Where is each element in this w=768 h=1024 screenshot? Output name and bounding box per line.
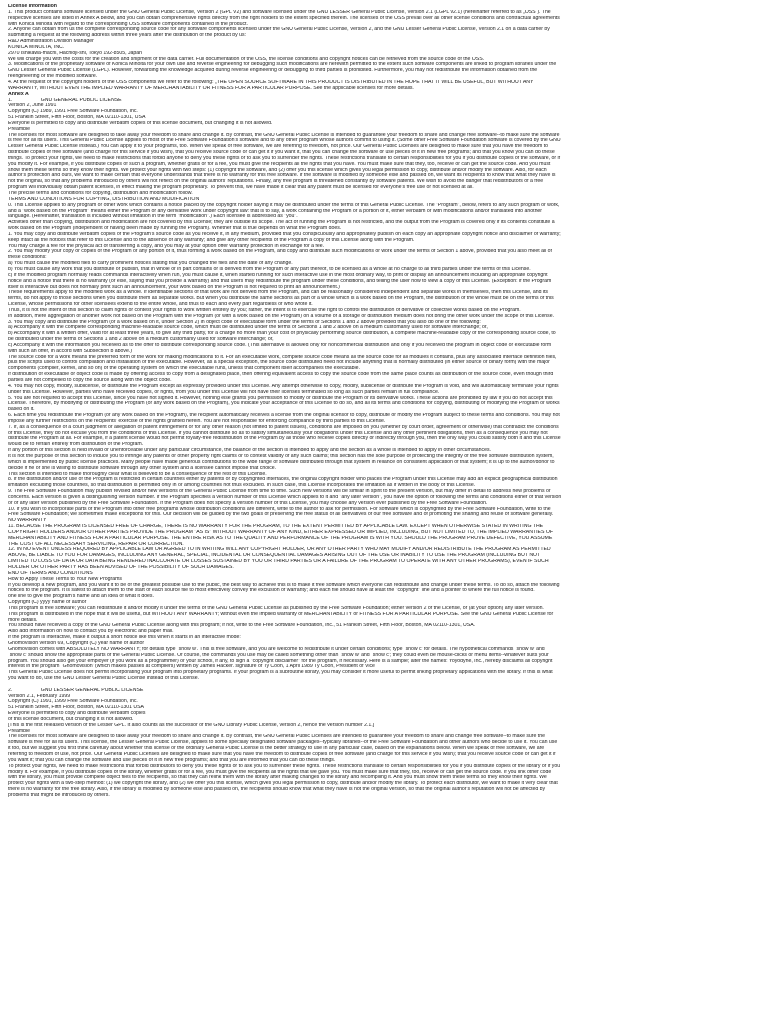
text-line: If distribution of executable or object code is made by offering access to copy from a designated place, then offering equivalent access to copy the source code from the same place counts as distribution of the source code, even though third <box>8 372 554 378</box>
text-line: respective licenses are listed in Annex A below, and you can obtain comprehensive rights directly from the right holders to the extent specified therein. The licenses of the OSS prevail over all other license conditions and contractual agreements <box>8 15 560 21</box>
text-line: 1. This product contains software licensed under the GNU General Public License, Version 2 (GPL V2) and software licensed under the GNU LESSER General Public License, Version 2.1 (LGPL v2.1) (hereinafter referred to as „OSS“). The <box>8 9 551 15</box>
text-line: Also add information on how to contact you by electronic and paper mail. <box>8 629 174 635</box>
text-line: GNU Lesser General Public License (LGPL). However, forwarding the knowledge acquired during reverse engineering or debugging to third parties is prohibited. Furthermore, you may not redistribute the information obtained from the <box>8 68 538 74</box>
text-line: `show c' should show the appropriate parts of the General Public License. Of course, the commands you use may be called something other than `show w' and `show c'; they could even be mouse-clicks or menu items--whatever suits your <box>8 652 549 658</box>
text-line: Gnomovision comes with ABSOLUTELY NO WARRANTY; for details type `show w'. This is free software, and you are welcome to redistribute it under certain conditions; type `show c' for details. The hypothetical commands `show w' and <box>8 646 545 652</box>
text-line: protect your rights with a two-step method: (1) we copyright the library, and (2) we offer you this license, which gives you legal permission to copy, distribute and/or modify the library. To protect each distributor, we want to make it very clear that <box>8 781 558 787</box>
text-line: c) If the modified program normally reads commands interactively when run, you must cause it, when started running for such interactive use in the most ordinary way, to print or display an announcement including an appropriate copyright <box>8 272 548 278</box>
text-line: Free Software Foundation; we sometimes make exceptions for this. Our decision will be guided by the two goals of preserving the free status of all derivatives of our free software and of promoting the sharing and reuse of software generally. <box>8 512 554 518</box>
text-line: based on it. <box>8 407 35 413</box>
text-line: interest in the program `Gnomovision' (which makes passes at compilers) written by James Hacker. signature of Ty Coon, 1 April 1989 Ty Coon, President of Vice <box>8 664 375 670</box>
text-line: decide if he or she is willing to distribute software through any other system and a licensee cannot impose that choice. <box>8 465 277 471</box>
text-line: Everyone is permitted to copy and distribute verbatim copies of this license document, but changing it is not allowed. <box>8 120 273 126</box>
text-line: HOLDER OR OTHER PARTY HAS BEEN ADVISED OF THE POSSIBILITY OF SUCH DAMAGES. <box>8 565 234 570</box>
text-line: R&D Administration Division Manager <box>8 39 94 45</box>
text-line: program will individually obtain patent licenses, in effect making the program proprietary. To prevent this, we have made it clear that any patent must be licensed for everyone's free use or not licensed at all. <box>8 185 474 191</box>
text-line: If you develop a new program, and you want it to be of the greatest possible use to the public, the best way to achieve this is to make it free software which everyone can redistribute and change under these terms. To do so, attach the following <box>8 582 560 588</box>
text-line: These requirements apply to the modified work as a whole. If identifiable sections of that work are not derived from the Program, and can be reasonably considered independent and separate works in themselves, then this License, and its <box>8 290 549 296</box>
text-line: [This is the first released version of the Lesser GPL. It also counts as the successor of the GNU Library Public License, version 2, hence the version number 2.1.] <box>8 722 375 728</box>
text-line: 10. If you wish to incorporate parts of the Program into other free programs whose distribution conditions are different, write to the author to ask for permission. For software which is copyrighted by the Free Software Foundation, write to the <box>8 506 551 512</box>
text-line: 5. You are not required to accept this License, since you have not signed it. However, nothing else grants you permission to modify or distribute the Program or its derivative works. These actions are prohibited by law if you do not accept this <box>8 395 553 401</box>
text-line: and a "work based on the Program" means either the Program or any derivative work under copyright law: that is to say, a work containing the Program or a portion of it, either verbatim or with modifications and/or translated into another <box>8 208 543 214</box>
text-line: 1. GNU GENERAL PUBLIC LICENSE <box>8 97 122 103</box>
text-line: one line to give the program's name and an idea of what it does. <box>8 594 154 600</box>
text-line: which is implemented by public license practices. Many people have made generous contributions to the wide range of software distributed through that system in reliance on consistent application of that system; it is up to the author/donor to <box>8 459 555 465</box>
text-line: you modify it. For example, if you distribute copies of such a program, whether gratis or for a fee, you must give the recipients all the rights that you have. You must make sure that they, too, receive or can get the source code. And you must <box>8 161 551 167</box>
text-line: be distributed under the terms of Sections 1 and 2 above on a medium customarily used for software interchange; or, <box>8 337 274 343</box>
text-line: 12. IN NO EVENT UNLESS REQUIRED BY APPLICABLE LAW OR AGREED TO IN WRITING WILL ANY COPYRIGHT HOLDER, OR ANY OTHER PARTY WHO MAY MODIFY AND/OR REDISTRIBUTE THE PROGRAM AS PERMITTED <box>8 547 551 553</box>
text-line: b) Accompany it with a written offer, valid for at least three years, to give any third party, for a charge no more than your cost of physically performing source distribution, a complete machine-readable copy of the corresponding source code, to <box>8 331 556 337</box>
text-line: components (compiler, kernel, and so on) of the operating system on which the executable runs, unless that component itself accompanies the executable. <box>8 366 360 372</box>
text-line: concerns. Each version is given a distinguishing version number. If the Program specifies a version number of this License which applies to it and "any later version", you have the option of following the terms and conditions either of that version <box>8 494 562 500</box>
text-line: notices to the program. It is safest to attach them to the start of each source file to most effectively convey the exclusion of warranty; and each file should have at least the "copyright" line and a pointer to where the full notice is found. <box>8 588 535 594</box>
text-line: 2. Anyone can obtain from us the complete corresponding source code for any software components licensed under the GNU General Public License, Version 2, and the GNU Lesser General Public License, Version 2.1 on a data carrier by <box>8 27 550 33</box>
text-line: more details. <box>8 617 38 623</box>
text-line: referring to freedom of use, not price. Our General Public Licenses are designed to make sure that you have the freedom to distribute copies of free software (and charge for this service if you wish); that you receive source code or can get it if <box>8 752 556 757</box>
text-line: under this License. However, parties who have received copies, or rights, from you under this License will not have their licenses terminated so long as such parties remain in full compliance. <box>8 389 440 395</box>
text-line: Everyone is permitted to copy and distribute verbatim copies <box>8 711 146 717</box>
text-line: MERCHANTABILITY AND FITNESS FOR A PARTICULAR PURPOSE. THE ENTIRE RISK AS TO THE QUALITY AND PERFORMANCE OF THE PROGRAM IS WITH YOU. SHOULD THE PROGRAM PROVE DEFECTIVE, YOU ASSUME <box>8 535 553 541</box>
text-line: This program is free software; you can redistribute it and/or modify it under the terms of the GNU General Public License as published by the Free Software Foundation; either version 2 of the License, or (at your option) any later version. <box>8 605 544 611</box>
section-heading: Annex A <box>8 91 29 97</box>
text-line: show them these terms so they know their rights. We protect your rights with two steps: (1) copyright the software, and (2) offer you this license which gives you legal permission to copy, distribute and/or modify the software. Also, for each <box>8 167 547 173</box>
text-line: problems that might be introduced by others. <box>8 792 110 798</box>
text-line: The licenses for most software are designed to take away your freedom to share and change it. By contrast, the GNU General Public Licenses are intended to guarantee your freedom to share and change free software--to make sure the <box>8 734 545 740</box>
text-line: 0. This License applies to any program or other work which contains a notice placed by the copyright holder saying it may be distributed under the terms of this General Public License. The "Program", below, refers to any such program or work, <box>8 202 560 208</box>
text-line: Version 2, June 1991 <box>8 103 57 109</box>
text-line: terms, do not apply to those sections when you distribute them as separate works. But when you distribute the same sections as part of a whole which is a work based on the Program, the distribution of the whole must be on the terms of this <box>8 296 554 302</box>
text-line: reengineering or the modified software. <box>8 74 98 80</box>
text-line: Lesser General Public License instead.) You can apply it to your programs, too. When we speak of free software, we are referring to freedom, not price. Our General Public Licenses are designed to make sure that you have the freedom to <box>8 144 549 150</box>
text-line: If any portion of this section is held invalid or unenforceable under any particular circumstance, the balance of the section is intended to apply and the section as a whole is intended to apply in other circumstances. <box>8 448 491 454</box>
text-line: KONICA MINOLTA, INC. <box>8 44 65 50</box>
text-line: with the library, you must provide complete object files to the recipients, so that they can relink them with the library after making changes to the library and recompiling it. And you must show them these terms so they know their rights. We <box>8 775 547 781</box>
text-line: Preamble <box>8 728 31 734</box>
text-line: This section is intended to make thoroughly clear what is believed to be a consequence of the rest of this License. <box>8 471 267 477</box>
text-line: with Konica Minolta with regard to the corresponding OSS software components contained in the product. <box>8 21 248 27</box>
text-line: it too, but we suggest you first think carefully about whether this license or the ordinary General Public License is the better strategy to use in any particular case, based on the explanations below. When we speak of free software, we are <box>8 746 545 752</box>
text-line: or of any later version published by the Free Software Foundation. If the Program does not specify a version number of this License, you may choose any version ever published by the Free Software Foundation. <box>8 500 488 506</box>
text-line: distribute copies of free software (and charge for this service if you wish), that you receive source code or can get it if you want it, that you can change the software or use pieces of it in new free programs; and that you know you can do these <box>8 150 555 156</box>
text-line: THE COST OF ALL NECESSARY SERVICING, REPAIR OR CORRECTION. <box>8 541 184 547</box>
text-line: notice and a notice that there is no warranty (or else, saying that you provide a warranty) and that users may redistribute the program under these conditions, and telling the user how to view a copy of this License. (Exception: if the Program <box>8 278 552 284</box>
text-line: things. To protect your rights, we need to make restrictions that forbid anyone to deny you these rights or to ask you to surrender the rights. These restrictions translate to certain responsibilities for you if you distribute copies of the software, or if <box>8 155 561 161</box>
text-line: You may charge a fee for the physical act of transferring a copy, and you may at your option offer warranty protection in exchange for a fee. <box>8 243 325 249</box>
text-line: of this license document, but changing it is not allowed. <box>8 716 134 722</box>
text-line: It is not the purpose of this section to induce you to infringe any patents or other property right claims or to contest validity of any such claims; this section has the sole purpose of protecting the integrity of the free software distribution system, <box>8 453 554 459</box>
text-line: these conditions: <box>8 255 47 261</box>
text-line: To protect your rights, we need to make restrictions that forbid distributors to deny you these rights or to ask you to surrender these rights. These restrictions translate to certain responsibilities for you if you distribute copies of the library or if you <box>8 763 561 769</box>
text-line: is free for all its users. This General Public License applies to most of the Free Software Foundation's software and to any other program whose authors commit to using it. (Some other Free Software Foundation software is covered by the GNU <box>8 138 561 144</box>
text-line: 2. GNU LESSER GENERAL PUBLIC LICENSE <box>8 687 144 693</box>
text-line: would be to refrain entirely from distribution of the Program. <box>8 442 144 448</box>
text-line: The source code for a work means the preferred form of the work for making modifications to it. For an executable work, complete source code means all the source code for all modules it contains, plus any associated interface definition files, <box>8 354 557 360</box>
text-line: modify it. For example, if you distribute copies of the library, whether gratis or for a fee, you must give the recipients all the rights that we gave you. You must make sure that they, too, receive or can get the source code. If you link other code <box>8 769 552 775</box>
text-line: a) You must cause the modified files to carry prominent notices stating that you changed the files and the date of any change. <box>8 261 293 267</box>
text-line: 4. At the request of the copyright holders of the OSS components we refer to the following: „THE OPEN SOURCE SOFTWARE IN THIS PRODUCT IS DISTRIBUTED IN THE HOPE THAT IT WILL BE USEFUL, BUT WITHOUT ANY <box>8 79 534 85</box>
text-line: 9. The Free Software Foundation may publish revised and/or new versions of the General Public License from time to time. Such new versions will be similar in spirit to the present version, but may differ in detail to address new problems or <box>8 489 551 495</box>
text-line: 2970 Ishikawa-machi, Hachioji-shi, Tokyo 192-8505, Japan <box>8 50 143 56</box>
text-line: you want to do, use the GNU Lesser General Public License instead of this License. <box>8 676 199 682</box>
text-line: itself is interactive but does not normally print such an announcement, your work based on the Program is not required to print an announcement.) <box>8 284 340 290</box>
text-line: c) Accompany it with the information you received as to the offer to distribute corresponding source code. (This alternative is allowed only for noncommercial distribution and only if you received the program in object code or executable form <box>8 342 552 348</box>
text-line: Copyright (C) yyyy name of author <box>8 600 87 606</box>
text-line: LIMITED TO LOSS OF DATA OR DATA BEING RENDERED INACCURATE OR LOSSES SUSTAINED BY YOU OR THIRD PARTIES OR A FAILURE OF THE PROGRAM TO OPERATE WITH ANY OTHER PROGRAMS), EVEN IF SUCH <box>8 559 549 565</box>
text-line: This General Public License does not permit incorporating your program into proprietary programs. If your program is a subroutine library, you may consider it more useful to permit linking proprietary applications with the library. If this is what <box>8 670 553 676</box>
text-line: We will charge you with the costs for the creation and shipment of the data carrier. Full documentation of the OSS, the license conditions and copyright notices can be retrieved from the source code of the OSS. <box>8 56 485 62</box>
text-line: language. (Hereinafter, translation is included without limitation in the term "modification".) Each licensee is addressed as "you". <box>8 214 298 220</box>
text-line: Thus, it is not the intent of this section to claim rights or contest your rights to work written entirely by you; rather, the intent is to exercise the right to control the distribution of derivative or collective works based on the Program. <box>8 307 521 313</box>
text-line: not the original, so that any problems introduced by others will not reflect on the original authors' reputations. Finally, any free program is threatened constantly by software patents. We wish to avoid the danger that redistributors of a free <box>8 179 544 185</box>
text-line: keep intact all the notices that refer to this License and to the absence of any warranty; and give any other recipients of the Program a copy of this License along with the Program. <box>8 237 415 243</box>
text-line: In addition, mere aggregation of another work not based on the Program with the Program (or with a work based on the Program) on a volume of a storage or distribution medium does not bring the other work under the scope of this License. <box>8 313 555 319</box>
text-line: limitation excluding those countries, so that distribution is permitted only in or among countries not thus excluded. In such case, this License incorporates the limitation as if written in the body of this License. <box>8 483 476 489</box>
text-line: software is free for all its users. This license, the Lesser General Public License, applies to some specially designated software packages--typically libraries--of the Free Software Foundation and other authors who decide to use it. You can use <box>8 740 558 746</box>
text-line: submitting a request at the following address within three years after the distribution of the product by us: <box>8 33 247 39</box>
text-line: distribute the Program at all. For example, if a patent license would not permit royalty-free redistribution of the Program by all those who receive copies directly or indirectly through you, then the only way you could satisfy both it and this License <box>8 436 561 442</box>
text-line: Preamble <box>8 126 31 132</box>
license-text-body <box>8 4 762 799</box>
section-heading: License Information <box>8 4 57 9</box>
text-line: The precise terms and conditions for copying, distribution and modification follow. <box>8 191 193 196</box>
text-line: END OF TERMS AND CONDITIONS <box>8 570 93 576</box>
text-line: plus the scripts used to control compilation and installation of the executable. However, as a special exception, the source code distributed need not include anything that is normally distributed (in either source or binary form) with the major <box>8 360 550 366</box>
text-line: work based on the Program (independent of having been made by running the Program). Whether that is true depends on what the Program does. <box>8 226 342 232</box>
text-line: License, whose permissions for other licensees extend to the entire whole, and thus to each and every part regardless of who wrote it. <box>8 302 313 308</box>
text-line: impose any further restrictions on the recipients' exercise of the rights granted herein. You are not responsible for enforcing compliance by third parties to this License. <box>8 418 386 424</box>
text-line: You should have received a copy of the GNU General Public License along with this program; if not, write to the Free Software Foundation, Inc., 51 Franklin Street, Fifth Floor, Boston, MA 02110-1301, USA. <box>8 623 476 629</box>
text-line: Copyright (C) 1989, 1991 Free Software Foundation, Inc. <box>8 109 138 115</box>
text-line: with such an offer, in accord with Subsection b above.) <box>8 348 132 354</box>
text-line: 4. You may not copy, modify, sublicense, or distribute the Program except as expressly provided under this License. Any attempt otherwise to copy, modify, sublicense or distribute the Program is void, and will automatically terminate your rights <box>8 383 559 389</box>
text-line: TERMS AND CONDITIONS FOR COPYING, DISTRIBUTION AND MODIFICATION <box>8 196 200 202</box>
text-line: of this License, they do not excuse you from the conditions of this License. If you cannot distribute so as to satisfy simultaneously your obligations under this License and any other pertinent obligations, then as a consequence you may not <box>8 430 548 436</box>
text-line: 51 Franklin Street, Fifth Floor, Boston, MA 02110-1301, USA <box>8 115 146 121</box>
text-line: program. You should also get your employer (if you work as a programmer) or your school, if any, to sign a "copyright disclaimer" for the program, if necessary. Here is a sample; alter the names: Yoyodyne, Inc., hereby disclaims all copyright <box>8 658 553 664</box>
text-line: License. Therefore, by modifying or distributing the Program (or any work based on the Program), you indicate your acceptance of this License to do so, and all its terms and conditions for copying, distributing or modifying the Program or works <box>8 401 560 407</box>
text-line: The licenses for most software are designed to take away your freedom to share and change it. By contrast, the GNU General Public License is intended to guarantee your freedom to share and change free software--to make sure the software <box>8 132 560 138</box>
text-line: 1. You may copy and distribute verbatim copies of the Program's source code as you receive it, in any medium, provided that you conspicuously and appropriately publish on each copy an appropriate copyright notice and disclaimer of warranty; <box>8 231 561 237</box>
text-line: 3. Modifications of the proprietary software of Konica Minolta for your own use and reverse engineering for debugging such modifications are herewith permitted to the extent such software components are linked to program libraries under the <box>8 62 557 68</box>
text-line: parties are not compelled to copy the source along with the object code. <box>8 378 172 383</box>
text-line: 3. You may copy and distribute the Program (or a work based on it, under Section 2) in object code or executable form under the terms of Sections 1 and 2 above provided that you also do one of the following: <box>8 319 481 325</box>
text-line: WARRANTY, WITHOUT EVEN THE IMPLIED WARRANTY OF MERCHANTABILITY OR FITNESS FOR A PARTICULAR PURPOSE. See the applicable licenses for more details.“ <box>8 85 416 91</box>
text-line: author's protection and ours, we want to make certain that everyone understands that there is no warranty for this free software. If the software is modified by someone else and passed on, we want its recipients to know that what they have is <box>8 173 556 179</box>
text-line: COPYRIGHT HOLDERS AND/OR OTHER PARTIES PROVIDE THE PROGRAM "AS IS" WITHOUT WARRANTY OF ANY KIND, EITHER EXPRESSED OR IMPLIED, INCLUDING, BUT NOT LIMITED TO, THE IMPLIED WARRANTIES OF <box>8 529 554 535</box>
text-line: 7. If, as a consequence of a court judgment or allegation of patent infringement or for any other reason (not limited to patent issues), conditions are imposed on you (whether by court order, agreement or otherwise) that contradict the conditions <box>8 424 559 430</box>
text-line: you want it; that you can change the software and use pieces of it in new free programs; and that you are informed that you can do these things. <box>8 757 336 763</box>
text-line: 2. You may modify your copy or copies of the Program or any portion of it, thus forming a work based on the Program, and copy and distribute such modifications or work under the terms of Section 1 above, provided that you also meet all of <box>8 249 552 255</box>
text-line: 6. Each time you redistribute the Program (or any work based on the Program), the recipient automatically receives a license from the original licensor to copy, distribute or modify the Program subject to these terms and conditions. You may not <box>8 413 560 419</box>
text-line: How to Apply These Terms to Your New Programs <box>8 576 122 582</box>
text-line: b) You must cause any work that you distribute or publish, that in whole or in part contains or is derived from the Program or any part thereof, to be licensed as a whole at no charge to all third parties under the terms of this License. <box>8 266 531 272</box>
text-line: ABOVE, BE LIABLE TO YOU FOR DAMAGES, INCLUDING ANY GENERAL, SPECIAL, INCIDENTAL OR CONSEQUENTIAL DAMAGES ARISING OUT OF THE USE OR INABILITY TO USE THE PROGRAM (INCLUDING BUT NOT <box>8 553 541 559</box>
text-line: 8. If the distribution and/or use of the Program is restricted in certain countries either by patents or by copyrighted interfaces, the original copyright holder who places the Program under this License may add an explicit geographical distribution <box>8 477 558 483</box>
text-line: Version 2.1, February 1999 <box>8 693 71 699</box>
text-line: 11. BECAUSE THE PROGRAM IS LICENSED FREE OF CHARGE, THERE IS NO WARRANTY FOR THE PROGRAM, TO THE EXTENT PERMITTED BY APPLICABLE LAW. EXCEPT WHEN OTHERWISE STATED IN WRITING THE <box>8 524 544 530</box>
text-line: This program is distributed in the hope that it will be useful, but WITHOUT ANY WARRANTY; without even the implied warranty of MERCHANTABILITY or FITNESS FOR A PARTICULAR PURPOSE. See the GNU General Public License for <box>8 611 554 617</box>
text-line: NO WARRANTY <box>8 518 47 524</box>
text-line: Copyright (C) 1991, 1999 Free Software Foundation, Inc. <box>8 699 138 705</box>
text-line: a) Accompany it with the complete corresponding machine-readable source code, which must be distributed under the terms of Sections 1 and 2 above on a medium customarily used for software interchange; or, <box>8 325 488 331</box>
text-line: If the program is interactive, make it output a short notice like this when it starts in an interactive mode: <box>8 635 241 641</box>
text-line: there is no warranty for the free library. Also, if the library is modified by someone else and passed on, the recipients should know that what they have is not the original version, so that the original author's reputation will not be affected by <box>8 787 546 793</box>
text-line: Gnomovision version 69, Copyright (C) year name of author <box>8 640 145 646</box>
text-line: 51 Franklin Street, Fifth Floor, Boston, MA 02110-1301 USA <box>8 705 144 711</box>
text-line: Activities other than copying, distribution and modification are not covered by this License; they are outside its scope. The act of running the Program is not restricted, and the output from the Program is covered only if its contents constitute a <box>8 220 555 226</box>
